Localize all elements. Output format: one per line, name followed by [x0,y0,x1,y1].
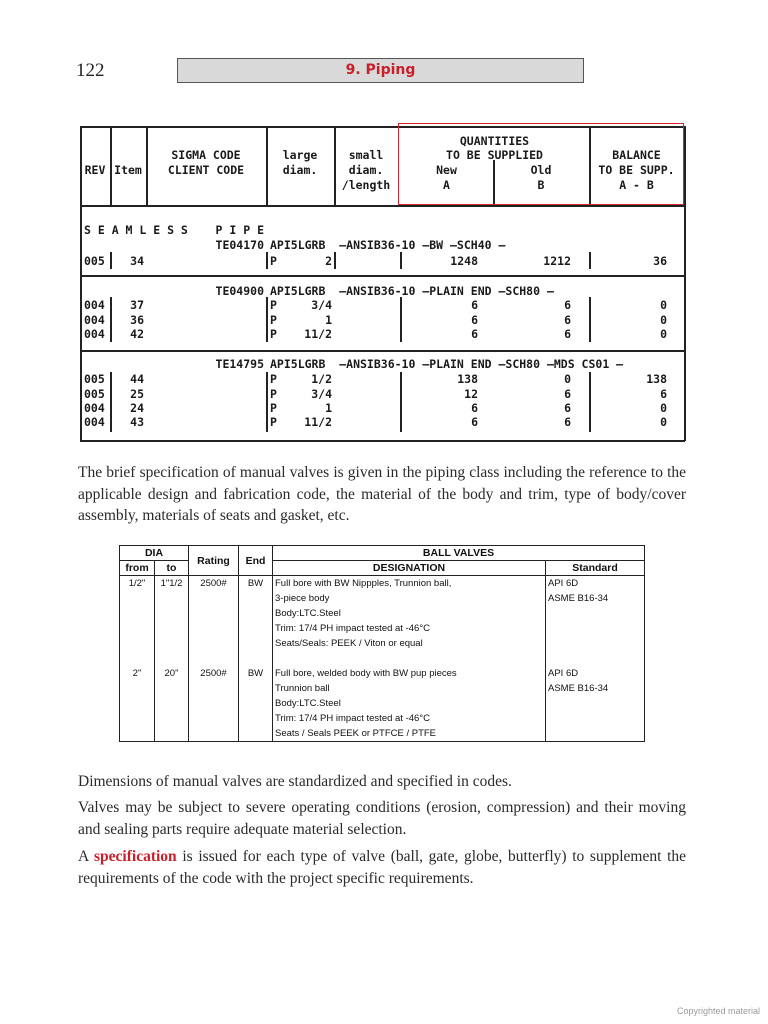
chapter-title: 9. Piping [177,58,584,83]
cell-balance: 0 [660,415,667,429]
cell-rating: 2500# [189,576,239,667]
paragraph-suffix: is issued for each type of valve (ball, gate, globe, butterfly) to supplement the requirements of the code with the project specific requirements. [78,848,687,887]
header-client-code: CLIENT CODE [167,163,245,177]
header-from: from [120,561,155,576]
cell-rev: 005 [84,387,105,401]
cell-new: 6 [471,415,478,429]
cell-size: 1/2 [311,372,332,386]
cell-balance: 36 [653,254,667,268]
cell-balance: 0 [660,298,667,312]
cell-old: 6 [564,401,571,415]
cell-to: 20" [155,666,189,742]
col-tick [266,252,268,269]
paragraph-valve-spec: The brief specification of manual valves is given in the piping class including the reference to the applicable design and fabrication code, the material of the body and trim, type of body/cover assembly, materials of seats and gasket, etc. [78,464,686,524]
header-old: Old [530,163,552,177]
table-rule [80,440,685,442]
header-dia: DIA [120,546,189,561]
header-rating: Rating [189,546,239,576]
cell-new: 6 [471,327,478,341]
cell-size: 1 [325,313,332,327]
header-small-diam: diam. [348,163,384,177]
table-rule [80,350,685,352]
cell-item: 44 [130,372,144,386]
cell-designation: Full bore, welded body with BW pup pieces Trunnion ball Body:LTC.Steel Trim: 17/4 PH impact tested at -46°C Seats / Seals PEEK or PTFCE / PTFE [273,666,546,742]
paragraph-specification [78,846,686,889]
cell-item: 37 [130,298,144,312]
cell-item: 34 [130,254,144,268]
section-title: S E A M L E S S P I P E [84,223,265,237]
header-new: New [436,163,457,177]
header-item: Item [114,163,142,177]
header-to: to [155,561,189,576]
cell-p: P [270,254,277,268]
table-row [120,576,645,667]
paragraph-prefix: A [78,848,95,865]
cell-rev: 004 [84,298,105,312]
cell-item: 24 [130,401,144,415]
cell-to: 1"1/2 [155,576,189,667]
paragraph-operating-conditions: Valves may be subject to severe operating conditions (erosion, compression) and their moving and sealing parts require adequate material selection. [78,799,686,838]
specification-highlight: specification [94,848,177,865]
header-new-letter: A [443,178,450,192]
cell-item: 25 [130,387,144,401]
cell-old: 1212 [543,254,571,268]
header-balance-formula: A - B [619,178,654,192]
group-spec: API5LGRB —ANSIB36-10 —PLAIN END —SCH80 —MDS CS01 — [270,357,624,371]
group-spec: API5LGRB —ANSIB36-10 —PLAIN END —SCH80 — [270,284,554,298]
group-spec: API5LGRB —ANSIB36-10 —BW —SCH40 — [270,238,506,252]
cell-old: 0 [564,372,571,386]
table-rule [80,275,685,277]
header-designation: DESIGNATION [273,561,546,576]
header-old-letter: B [537,178,545,192]
cell-old: 6 [564,313,571,327]
cell-p: P [270,415,277,429]
col-tick [266,372,268,432]
cell-size: 11/2 [304,327,332,341]
header-rev: REV [84,163,106,177]
cell-old: 6 [564,298,571,312]
cell-new: 1248 [450,254,478,268]
cell-p: P [270,298,277,312]
cell-new: 6 [471,298,478,312]
cell-p: P [270,372,277,386]
table-rule [80,205,685,207]
header-quantities: QUANTITIES [459,134,530,148]
cell-rev: 004 [84,401,105,415]
cell-item: 42 [130,327,144,341]
cell-new: 138 [457,372,478,386]
cell-from: 1/2" [120,576,155,667]
cell-item: 43 [130,415,144,429]
cell-old: 6 [564,387,571,401]
cell-rev: 005 [84,254,105,268]
cell-size: 3/4 [311,387,332,401]
col-tick [266,297,268,342]
header-standard: Standard [546,561,645,576]
cell-size: 11/2 [304,415,332,429]
cell-new: 6 [471,401,478,415]
cell-rating: 2500# [189,666,239,742]
header-small: small [348,148,384,162]
group-code: TE04170 [215,238,264,252]
cell-p: P [270,387,277,401]
group-code: TE14795 [215,357,264,371]
header-sigma-code: SIGMA CODE [171,148,241,162]
table-row [120,666,645,742]
cell-old: 6 [564,415,571,429]
cell-balance: 6 [660,387,667,401]
cell-standard: API 6D ASME B16-34 [546,576,645,667]
cell-old: 6 [564,327,571,341]
cell-balance: 0 [660,401,667,415]
cell-p: P [270,327,277,341]
cell-from: 2" [120,666,155,742]
col-tick [334,252,336,269]
cell-balance: 138 [646,372,667,386]
cell-size: 3/4 [311,298,332,312]
header-to-be-supplied: TO BE SUPPLIED [446,148,543,162]
header-large: large [282,148,318,162]
copyright-notice: Copyrighted material [676,1006,760,1016]
header-to-be-supp: TO BE SUPP. [598,163,675,177]
cell-item: 36 [130,313,144,327]
ball-valves-table [119,545,645,742]
header-large-diam: diam. [282,163,318,177]
cell-rev: 004 [84,313,105,327]
paragraph-dimensions: Dimensions of manual valves are standardized and specified in codes. [78,773,512,790]
cell-rev: 004 [84,327,105,341]
page-number: 122 [76,60,105,81]
cell-p: P [270,401,277,415]
cell-rev: 004 [84,415,105,429]
cell-new: 12 [464,387,478,401]
cell-size: 2 [325,254,332,268]
header-balance: BALANCE [612,148,661,162]
cell-end: BW [239,666,273,742]
cell-size: 1 [325,401,332,415]
cell-new: 6 [471,313,478,327]
cell-balance: 0 [660,313,667,327]
table-rule [684,126,686,441]
header-small-length: /length [341,178,391,192]
cell-rev: 005 [84,372,105,386]
cell-end: BW [239,576,273,667]
cell-balance: 0 [660,327,667,341]
cell-standard: API 6D ASME B16-34 [546,666,645,742]
group-code: TE04900 [215,284,264,298]
cell-p: P [270,313,277,327]
cell-designation: Full bore with BW Nippples, Trunnion ball, 3-piece body Body:LTC.Steel Trim: 17/4 PH impact tested at -46°C Seats/Seals: PEEK / Viton or equal [273,576,546,667]
header-end: End [239,546,273,576]
header-ball-valves: BALL VALVES [273,546,645,561]
